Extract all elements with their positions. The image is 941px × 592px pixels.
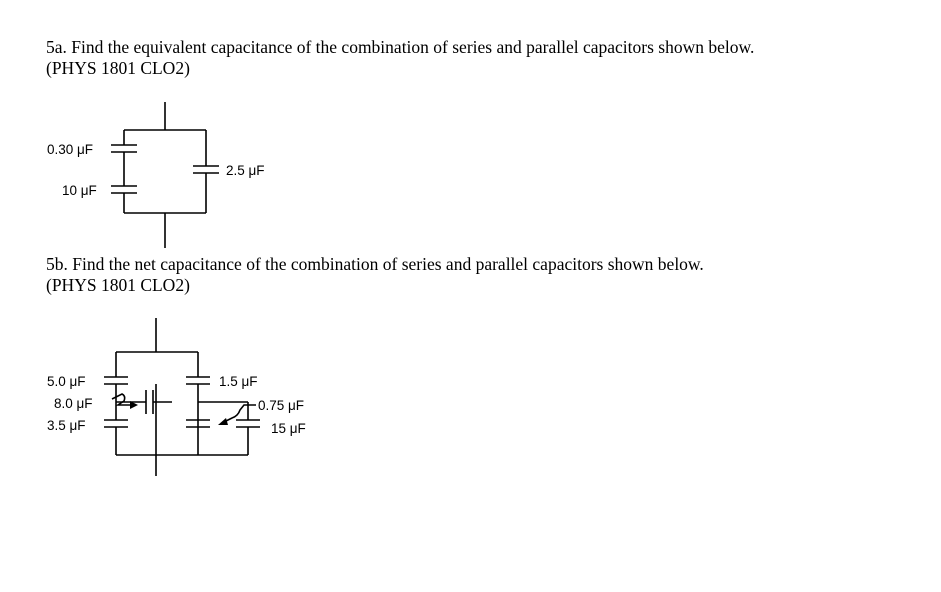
capacitor-label: 8.0 μF [54, 396, 93, 411]
capacitor-label: 0.75 μF [258, 398, 305, 413]
question-5a-course-code: (PHYS 1801 CLO2) [46, 58, 190, 78]
capacitor-label: 0.30 μF [47, 142, 94, 157]
arrow-head-icon [218, 418, 228, 425]
capacitor-label: 2.5 μF [226, 163, 265, 178]
capacitor-label: 1.5 μF [219, 374, 258, 389]
variable-capacitor-arrow [112, 394, 132, 405]
question-5a-text: 5a. Find the equivalent capacitance of the combination of series and parallel capacitors shown below. [46, 37, 755, 57]
capacitor-3-5uF [104, 420, 128, 427]
capacitor-label: 10 μF [62, 183, 97, 198]
capacitor-15uF [236, 420, 260, 427]
capacitor-5-0uF [104, 377, 128, 384]
question-5b-course-code: (PHYS 1801 CLO2) [46, 275, 190, 295]
capacitor-label: 15 μF [271, 421, 306, 436]
question-5b-text: 5b. Find the net capacitance of the combination of series and parallel capacitors shown below. [46, 254, 704, 274]
capacitor-8-0uF [146, 390, 153, 414]
capacitor-label: 5.0 μF [47, 374, 86, 389]
capacitor-1-5uF [186, 377, 210, 384]
capacitor-label: 3.5 μF [47, 418, 86, 433]
